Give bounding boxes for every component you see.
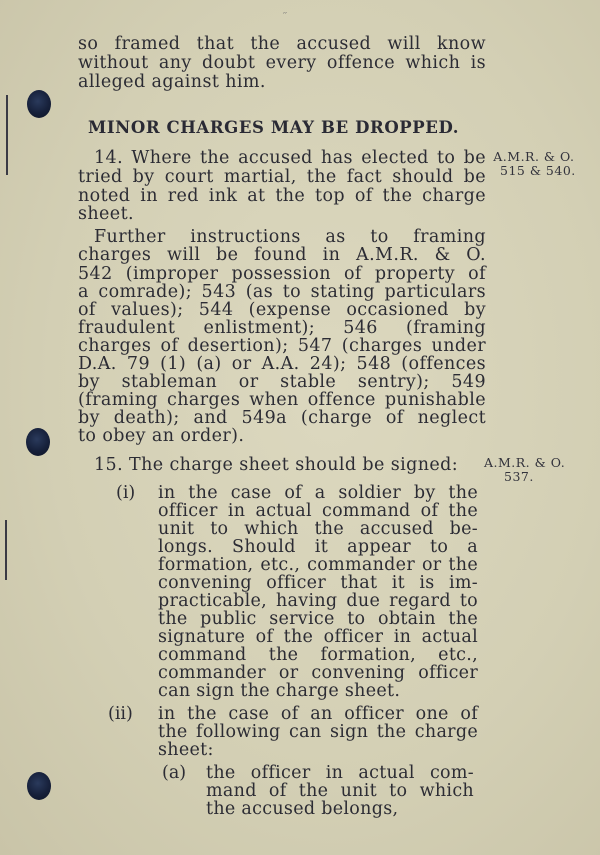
item-i-line-7: practicable, having due regard to (158, 591, 478, 611)
item-a-marker: (a) (162, 763, 187, 783)
further-line-3: 542 (improper possession of property of (78, 264, 486, 284)
item-i-line-9: signature of the officer in actual (158, 627, 478, 647)
binder-hole-2 (26, 428, 50, 456)
further-line-5: of values); 544 (expense occasioned by (78, 300, 486, 320)
margin-ref-14-line-1: A.M.R. & O. (493, 149, 575, 164)
further-line-12: to obey an order). (78, 426, 245, 446)
para14-line-1: 14. Where the accused has elected to be (94, 148, 486, 168)
further-line-1: Further instructions as to framing (94, 227, 486, 247)
item-a-line-3: the accused belongs, (206, 799, 399, 819)
further-line-8: D.A. 79 (1) (a) or A.A. 24); 548 (offences (78, 354, 486, 374)
item-ii-line-3: sheet: (158, 740, 214, 760)
item-ii-line-2: the following can sign the charge (158, 722, 478, 742)
item-a-line-1: the officer in actual com- (206, 763, 474, 783)
item-i-line-5: formation, etc., commander or the (158, 555, 478, 575)
item-i-line-3: unit to which the accused be- (158, 519, 478, 539)
further-line-11: by death); and 549a (charge of neglect (78, 408, 486, 428)
para14-line-4: sheet. (78, 204, 134, 224)
item-i-line-2: officer in actual command of the (158, 501, 478, 521)
item-i-line-8: the public service to obtain the (158, 609, 478, 629)
margin-ref-15 (484, 456, 565, 484)
item-i-line-11: commander or convening officer (158, 663, 478, 683)
further-line-9: by stableman or stable sentry); 549 (78, 372, 486, 392)
further-line-7: charges of desertion); 547 (charges under (78, 336, 486, 356)
item-i-marker: (i) (116, 483, 136, 503)
item-i-line-10: command the formation, etc., (158, 645, 478, 665)
item-ii-line-1: in the case of an officer one of (158, 704, 478, 724)
intro-line-3: alleged against him. (78, 72, 266, 92)
edge-mark-1 (6, 95, 8, 175)
intro-line-1: so framed that the accused will know (78, 34, 486, 54)
margin-ref-15-line-2: 537. (504, 469, 534, 484)
item-a-line-2: mand of the unit to which (206, 781, 474, 801)
margin-ref-14-line-2: 515 & 540. (500, 163, 576, 178)
further-line-10: (framing charges when offence punishable (78, 390, 486, 410)
item-i-line-4: longs. Should it appear to a (158, 537, 478, 557)
item-ii-marker: (ii) (108, 704, 133, 724)
top-mark: ′′ (283, 12, 288, 22)
binder-hole-3 (27, 772, 51, 800)
section-heading: MINOR CHARGES MAY BE DROPPED. (88, 118, 460, 137)
intro-line-2: without any doubt every offence which is (78, 53, 486, 73)
item-i-line-6: convening officer that it is im- (158, 573, 478, 593)
further-line-2: charges will be found in A.M.R. & O. (78, 245, 486, 265)
item-i-line-12: can sign the charge sheet. (158, 681, 401, 701)
binder-hole-1 (27, 90, 51, 118)
para14-line-2: tried by court martial, the fact should be (78, 167, 486, 187)
further-line-4: a comrade); 543 (as to stating particulars (78, 282, 486, 302)
margin-ref-14 (492, 150, 576, 178)
para15-line: 15. The charge sheet should be signed: (94, 455, 459, 475)
edge-mark-2 (5, 520, 7, 580)
further-line-6: fraudulent enlistment); 546 (framing (78, 318, 486, 338)
para14-line-3: noted in red ink at the top of the charge (78, 186, 486, 206)
margin-ref-15-line-1: A.M.R. & O. (484, 455, 566, 470)
item-i-line-1: in the case of a soldier by the (158, 483, 478, 503)
